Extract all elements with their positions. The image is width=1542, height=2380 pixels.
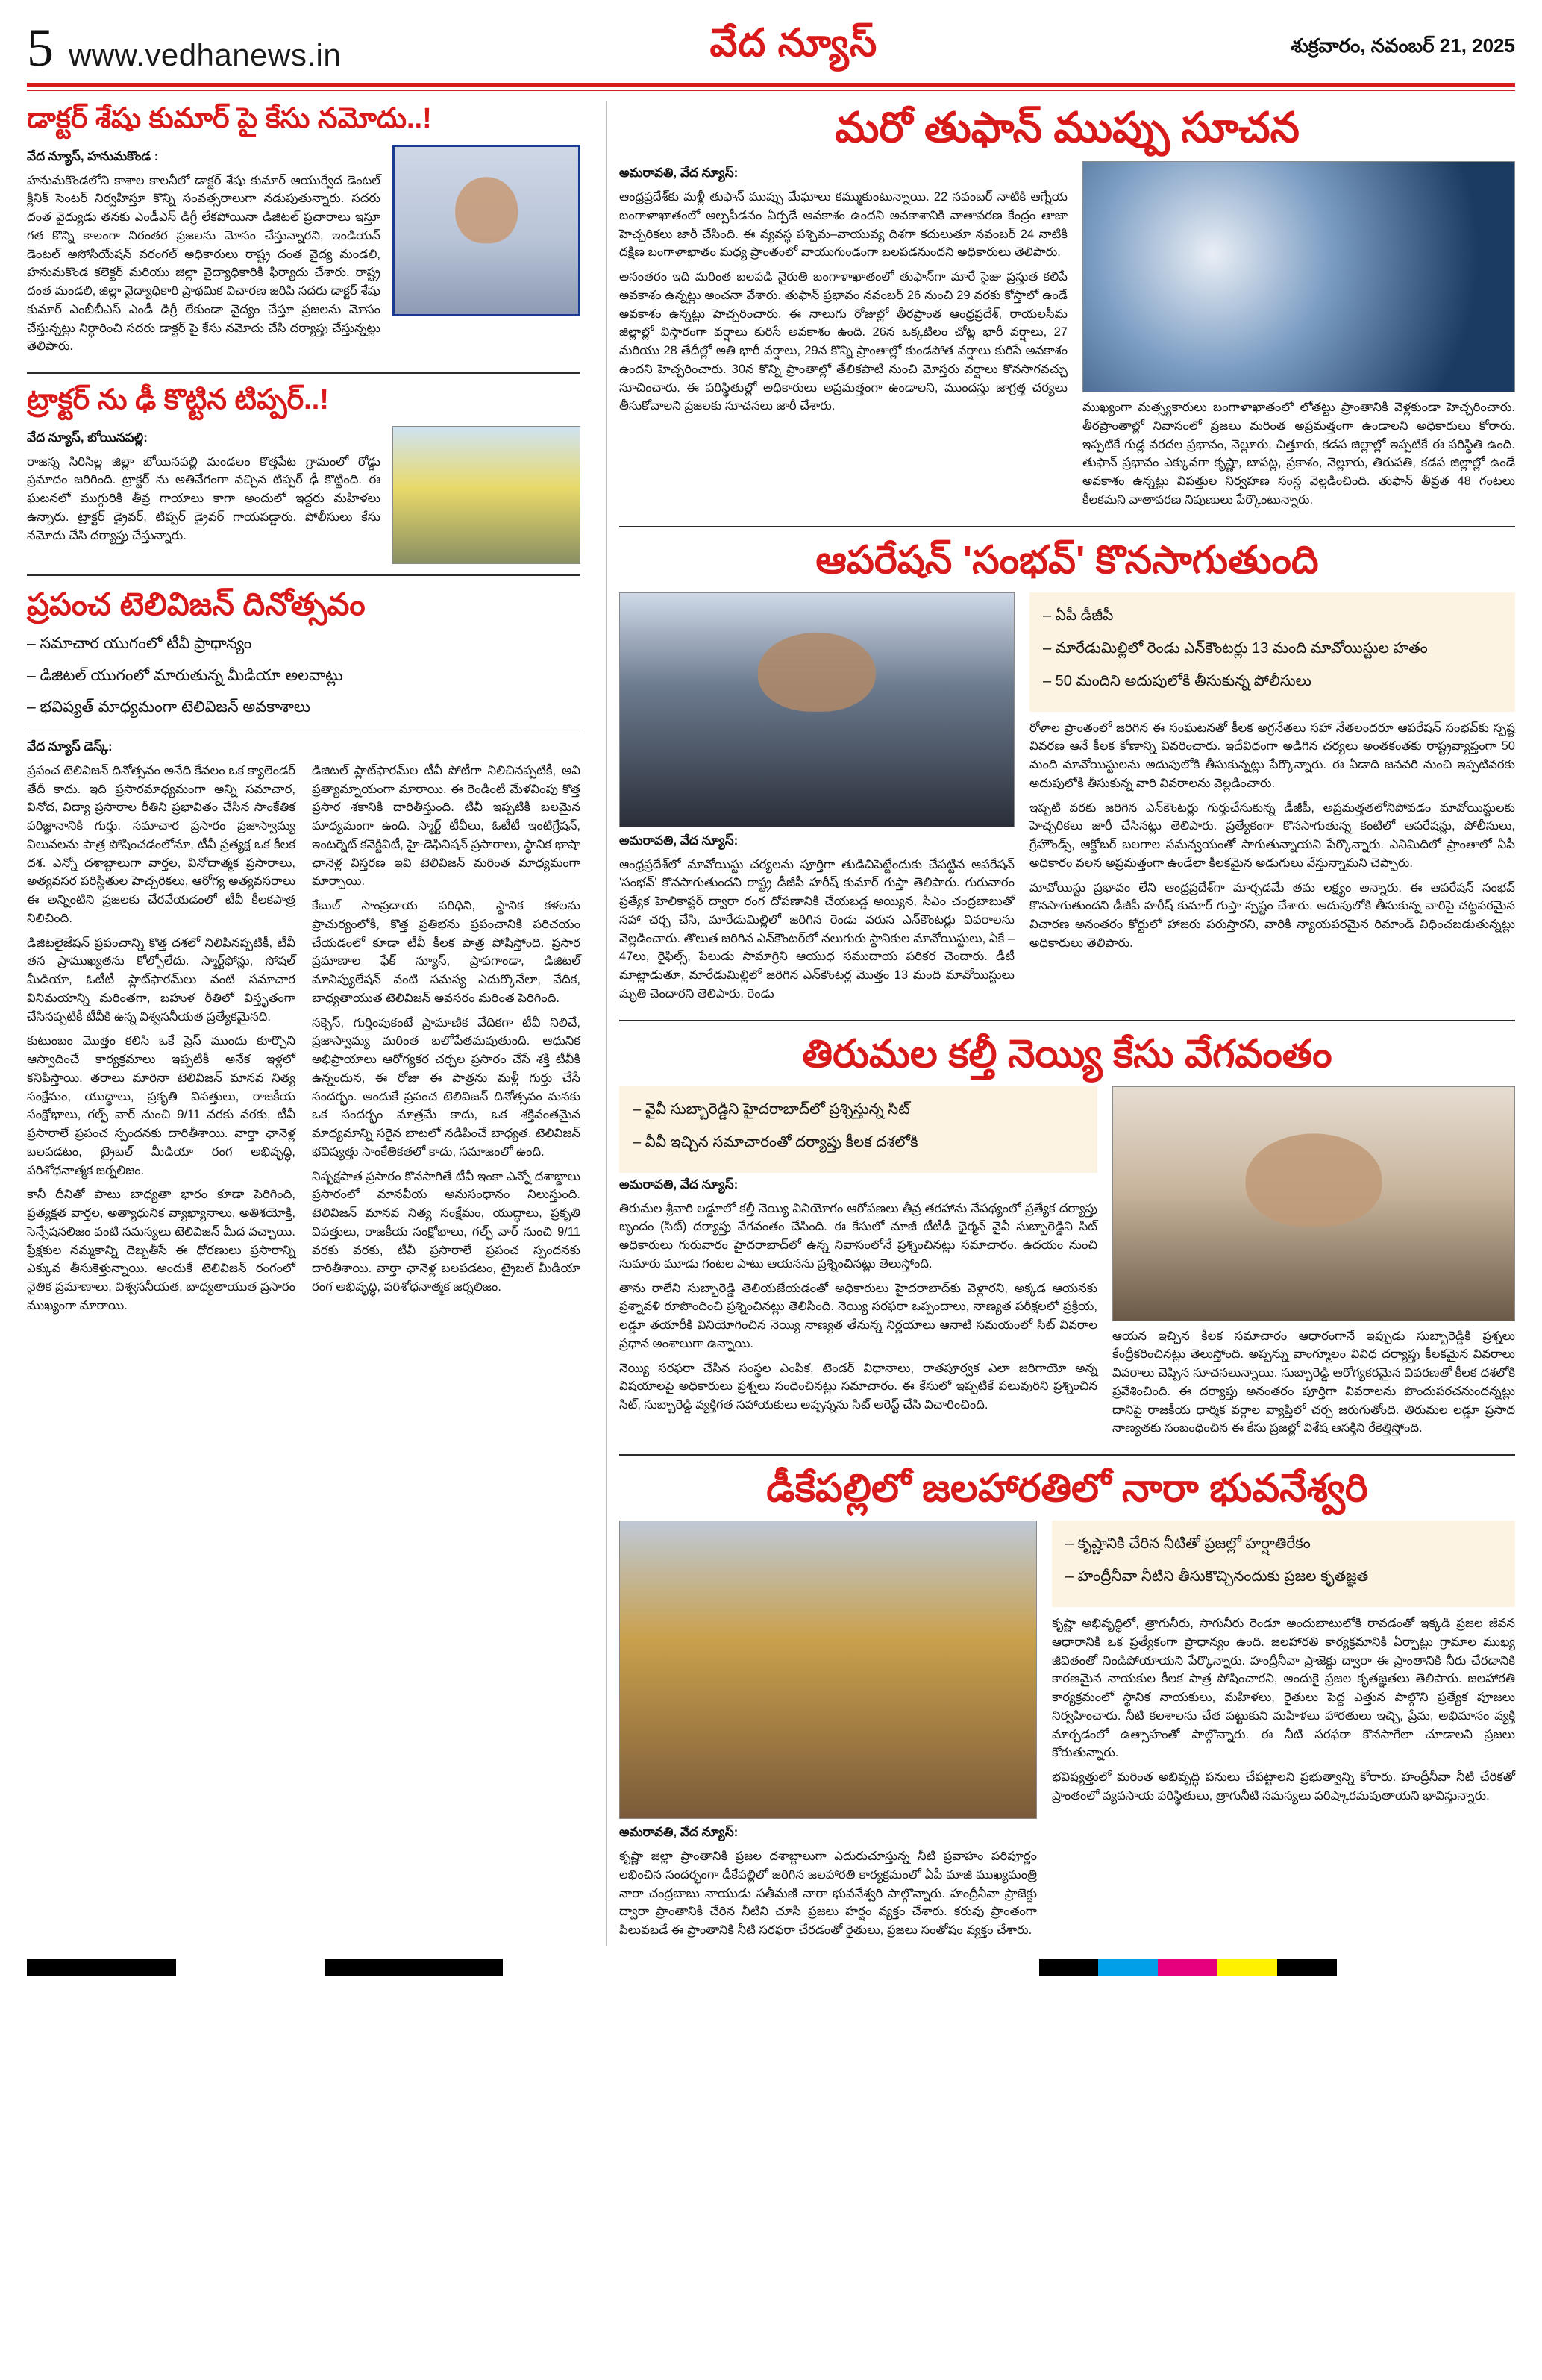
article-body: రాజన్న సిరిసిల్ల జిల్లా బోయినపల్లి మండలం కొత్తపేట గ్రామంలో రోడ్డు ప్రమాదం జరిగింది. ట్రాక్టర్ ను అతివేగంగా వచ్చిన టిప్పర్ ఢీ కొట్టింది. ఈ ఘటనలో ముగ్గురికి తీవ్ర గాయాలు కాగా అందులో ఇద్దరు మహిళలు ఉన్నారు. ట్రాక్టర్ డ్రైవర్, టిప్పర్ డ్రైవర్ గాయపడ్డారు. పోలీసులు కేసు నమోదు చేసి దర్యాప్తు చేస్తున్నారు.	[27, 454, 380, 542]
registration-color-bar	[27, 1959, 1515, 1976]
color-swatch-white-2	[503, 1959, 1038, 1976]
article-paragraph: డిజిటలైజేషన్ ప్రపంచాన్ని కొత్త దశలో నిలిపినప్పటికీ, టీవీ తన ప్రాముఖ్యతను కోల్పోలేదు. స్మార్ట్‌ఫోన్లు, సోషల్ మీడియా, ఓటీటీ ప్లాట్‌ఫారమ్‌లు వంటి సమాచార వినిమయాన్ని మరింతగా, బహుళ రీతిలో విస్తృతంగా చేసినప్పటికీ టీవీకి ఉన్న విశ్వసనీయత ప్రత్యేకమైనది.	[27, 936, 295, 1024]
color-swatch-black-2	[325, 1959, 503, 1976]
bullet-item: – కృష్ణానికి చేరిన నీటితో ప్రజల్లో హర్షాతిరేకం	[1065, 1535, 1311, 1552]
article-bullet-list	[27, 631, 580, 721]
doctor-portrait-photo	[392, 145, 580, 363]
cyclone-satellite-photo	[1082, 161, 1515, 516]
bullet-item: – వీవీ ఇచ్చిన సమాచారంతో దర్యాప్తు కీలక దశలోకి	[633, 1133, 918, 1150]
article-paragraph: భవిష్యత్తులో మరింత అభివృద్ధి పనులు చేపట్టాలని ప్రభుత్వాన్ని కోరారు. హంద్రీనీవా నీటి చేరికతో ప్రాంతంలో వ్యవసాయ పరిస్థితులు, త్రాగునీటి సమస్యలు పరిష్కారమవుతాయని భావిస్తున్నారు.	[1052, 1770, 1515, 1803]
article-bullet-list	[1029, 592, 1515, 712]
article-paragraph: డిజిటల్ ప్లాట్‌ఫారమ్‌ల టీవీ పోటీగా నిలిచినప్పటికీ, అవి ప్రత్యామ్నాయంగా మారాయి. ఈ రెండింటి మేళవింపు కొత్త ప్రసార శకానికి దారితీస్తుంది. టీవీ ఇప్పటికీ బలమైన మాధ్యమంగా ఉంది. స్మార్ట్ టీవీలు, ఓటీటీ ఇంటిగ్రేషన్, ఇంటర్నెట్ కనెక్టివిటీ, హై-డెఫినిషన్ ప్రసారాలు, స్థానిక భాషా ఛానెళ్ల విస్తరణ ఇవి టెలివిజన్ మరింత మాధ్యమంగా మార్చాయి.	[312, 763, 580, 889]
bullet-item: – 50 మందిని అదుపులోకి తీసుకున్న పోలీసులు	[1043, 672, 1311, 689]
masthead-left	[27, 17, 342, 78]
color-swatch-white-3	[1337, 1959, 1515, 1976]
color-swatch-magenta	[1158, 1959, 1217, 1976]
article-body-columns	[27, 762, 580, 1315]
bullet-item: – హంద్రీనీవా నీటిని తీసుకొచ్చినందుకు ప్రజల కృతజ్ఞత	[1065, 1568, 1369, 1585]
article-paragraph: ఆయన ఇచ్చిన కీలక సమాచారం ఆధారంగానే ఇప్పుడు సుబ్బారెడ్డికి ప్రశ్నలు కేంద్రీకరించినట్లు తెలుస్తోంది. అప్పన్ను వాంగ్మూలం వివిధ దర్యాప్తు కీలకమైన వివరాలు వివరాలు చెప్పిన సూచనలున్నాయి. సుబ్బారెడ్డి ఆరోగ్యకరమైన వివరణతో కీలక దశలోకి ప్రవేశించింది. ఈ దర్యాప్తు అనంతరం పూర్తిగా వివరాలను పొందుపరచనుందన్నట్లు దానిపై రాజకీయ ధార్మిక వర్గాల వ్యాప్తిలో చర్చ జరుగుతోంది. తిరుమల లడ్డూ ప్రసాద నాణ్యతకు సంబంధించిన ఈ కేసు ప్రజల్లో విశేష ఆసక్తిని రేకెత్తిస్తోంది.	[1112, 1329, 1515, 1435]
article-headline: డాక్టర్ శేషు కుమార్ పై కేసు నమోదు..!	[27, 103, 432, 134]
article-byline: అమరావతి, వేద న్యూస్:	[619, 166, 739, 180]
dgp-photo-caption: అమరావతి, వేద న్యూస్:	[619, 833, 739, 848]
divider	[619, 1020, 1515, 1021]
article-paragraph: కృష్ణా జిల్లా ప్రాంతానికి ప్రజల దశాబ్దాలుగా ఎదురుచూస్తున్న నీటి ప్రవాహం పరిపూర్ణం లభించిన సందర్భంగా డీకేపల్లిలో జరిగిన జలహారతి కార్యక్రమంలో ఏపీ మాజీ ముఖ్యమంత్రి నారా చంద్రబాబు నాయుడు సతీమణి నారా భువనేశ్వరి పాల్గొన్నారు. హంద్రీనీవా ప్రాజెక్టు ద్వారా ప్రాంతానికి చేరిన నీటిని చూసి ప్రజలు హర్షం వ్యక్తం చేశారు. కరువు ప్రాంతంగా పిలువబడే ఈ ప్రాంతానికి నీటి సరఫరా చేరడంతో రైతులు, ప్రజలు సంతోషం వ్యక్తం చేశారు.	[619, 1850, 1037, 1937]
truck-accident-photo	[392, 426, 580, 564]
article-cyclone-warning	[619, 101, 1515, 516]
article-world-television-day	[27, 585, 580, 1315]
article-paragraph: మావోయిస్టు ప్రభావం లేని ఆంధ్రప్రదేశ్‌గా మార్చడమే తమ లక్ష్యం అన్నారు. ఈ ఆపరేషన్ సంభవ్ కొనసాగుతుందని డీజీపీ హరీష్ కుమార్ గుప్తా స్పష్టం చేశారు. అదుపులోకి తీసుకున్న వారిపై చట్టపరమైన విచారణ అనంతరం కోర్టులో హాజరు పరుస్తారని, వారికి న్యాయపరమైన రిమాండ్ విధించబడుతున్నట్లు అధికారులు తెలిపారు.	[1029, 880, 1515, 950]
masthead-rule-top	[27, 83, 1515, 87]
publication-logo: వేద న్యూస్	[709, 22, 878, 65]
article-headline: తిరుమల కల్తీ నెయ్యి కేసు వేగవంతం	[802, 1032, 1332, 1076]
page-number: 5	[27, 17, 54, 78]
publication-date: శుక్రవారం, నవంబర్ 21, 2025	[1291, 34, 1515, 57]
bullet-item: – వైవీ సుబ్బారెడ్డిని హైదరాబాద్‌లో ప్రశ్నిస్తున్న సిట్	[633, 1100, 910, 1118]
article-paragraph: కానీ దీనితో పాటు బాధ్యతా భారం కూడా పెరిగింది, ప్రత్యక్షత వార్తల, అత్యాధునిక వ్యాఖ్యానాలు, అతిశయోక్తి, సెన్సేషనలిజం వంటి సమస్యలు టెలివిజన్ మీద వచ్చాయి. ప్రేక్షకుల నమ్మకాన్ని దెబ్బతీసే ఈ ధోరణులు ప్రసారాన్ని ఎక్కువ తీసుకెళ్తున్నాయి. అందుకే టెలివిజన్ రంగంలో నైతిక ప్రమాణాలు, విశ్వసనీయత, బాధ్యతాయుత ప్రసారం ముఖ్యంగా మారాయి.	[27, 1188, 295, 1312]
masthead-rule-bottom	[27, 90, 1515, 91]
article-bullet-list	[1052, 1521, 1515, 1607]
police-officer-dgp-photo	[619, 592, 1015, 1009]
article-paragraph: రోళాల ప్రాంతంలో జరిగిన ఈ సంఘటనతో కీలక అగ్రనేతలు సహా నేతలందరూ ఆపరేషన్ సంభవ్‌కు స్పష్ట వివరణ ఆనే కీలక కోణాన్ని వివరించారు. ఇదేవిధంగా అడిగిన చర్యలు అంతకంతకు రాష్ట్రవ్యాప్తంగా 50 మంది మావోయిస్టులను అదుపులోకి తీసుకున్నట్లు పేర్కొన్నారు. ఈ ఏడాది జనవరి నుంచి ఇప్పటివరకు అదుపులోకి తీసుకున్న వారి వివరాలను వెల్లడించారు.	[1029, 721, 1515, 790]
color-swatch-black	[27, 1959, 176, 1976]
color-swatch-black-4	[1277, 1959, 1337, 1976]
article-operation-sambhav	[619, 536, 1515, 1009]
article-paragraph: నిష్పక్షపాత ప్రసారం కొనసాగితే టీవీ ఇంకా ఎన్నో దశాబ్దాలు ప్రసారంలో మానవీయ అనుసంధానం నిలుస్తుంది. టెలివిజన్ మానవ నిత్య సంక్షేమం, యుద్ధాలు, ప్రకృతి విపత్తులు, రాజకీయ సంక్షోభాలు, గల్ఫ్ వార్ నుంచి 9/11 వరకు వరకు, టీవీ ప్రసారాలే ప్రపంచ స్పందనకు దారితీశాయి. వార్తా ఛానెళ్ల బలపడటం, ట్రైబల్ మీడియా రంగ అభివృద్ధి, పరిశోధనాత్మక జర్నలిజం.	[312, 1169, 580, 1294]
article-headline: ఆపరేషన్ 'సంభవ్' కొనసాగుతుంది	[815, 538, 1319, 582]
article-paragraph: కేబుల్ సాంప్రదాయ పరిధిని, స్థానిక కళలను ప్రాచుర్యంలోకి, కొత్త ప్రతిభను ప్రపంచానికి పరిచయం చేయడంలో కూడా టీవీ కీలక పాత్ర పోషిస్తోంది. ప్రసార ప్రమాణాల ఫేక్ న్యూస్, ప్రాపగాండా, డిజిటల్ మానిప్యులేషన్ వంటి సమస్య ఎదుర్కొనేలా, వేదిక, బాధ్యతాయుత టెలివిజన్ అవసరం మరింత పెరిగింది.	[312, 899, 580, 1005]
bullet-item: – ఏపీ డీజీపీ	[1043, 607, 1114, 624]
article-paragraph: నెయ్యి సరఫరా చేసిన సంస్థల ఎంపిక, టెండర్ విధానాలు, రాతపూర్వక ఎలా జరిగాయో అన్న విషయాలపై అధికారులు ప్రశ్నలు సంధించినట్లు సమాచారం. ఈ కేసులో ఇప్పటికే పలువురిని ప్రశ్నించిన సిట్, సుబ్బారెడ్డి వ్యక్తిగత సహాయకులు అప్పన్నను సిట్ అరెస్ట్ చేసి విచారించింది.	[619, 1361, 1097, 1412]
color-swatch-white	[176, 1959, 325, 1976]
bullet-item: – డిజిటల్ యుగంలో మారుతున్న మీడియా అలవాట్లు	[27, 666, 343, 684]
article-byline: అమరావతి, వేద న్యూస్:	[619, 1177, 739, 1191]
divider	[27, 372, 580, 374]
article-paragraph: ఆంధ్రప్రదేశ్‌లో మావోయిస్టు చర్యలను పూర్తిగా తుడిచిపెట్టేందుకు చేపట్టిన ఆపరేషన్ 'సంభవ్' కొనసాగుతుందని రాష్ట్ర డీజీపీ హరీష్ కుమార్ గుప్తా తెలిపారు. గురువారం ప్రత్యేక హెలికాప్టర్ ద్వారా రంగ దోపణానికి చేయబడ్డ అయ్యిన, సీఎం చంద్రబాబుతో సహా చర్చ చేసి, మారేడుమిల్లిలో జరిగిన రెండు వరుస ఎన్‌కౌంటర్లు వివరాలను వెల్లడించారు. తొలుత జరిగిన ఎన్‌కౌంటర్‌లో నలుగురు స్థానికుల మావోయిస్టులు, ఏకే – 47లు, రైఫిల్స్, పేలుడు సామాగ్రిని ఆయుధ సముదాయ పరికర చెందారు. డీటీ మాట్లాడుతూ, మారేడుమిల్లిలో జరిగిన ఎన్‌కౌంటర్ల మొత్తం 13 మంది మావోయిస్టులు మృతి చెందారని తెలిపారు. రెండు	[619, 857, 1015, 1000]
politician-photo-caption	[1112, 1327, 1515, 1438]
site-url[interactable]: www.vedhanews.in	[69, 37, 342, 72]
masthead	[27, 17, 1515, 83]
article-headline: ప్రపంచ టెలివిజన్ దినోత్సవం	[27, 586, 366, 621]
ceremony-crowd-photo	[619, 1521, 1037, 1946]
divider	[27, 574, 580, 576]
article-byline: వేద న్యూస్, బోయినపల్లి:	[27, 430, 148, 445]
article-bullet-list	[619, 1086, 1097, 1173]
color-swatch-black-3	[1039, 1959, 1099, 1976]
article-paragraph: తాను రాలేని సుబ్బారెడ్డి తెలియజేయడంతో అధికారులు హైదరాబాద్‌కు వెళ్లారని, అక్కడ ఆయనకు ప్రశ్నావళి రూపొందించి ప్రశ్నించినట్లు తెలిసింది. నెయ్యి సరఫరా ఒప్పందాలు, నాణ్యత పరీక్షలలో ప్రక్రియ, లడ్డూ తయారీకి వినియోగించిన నెయ్యి నాణ్యత తేనున్న నిర్ణయాలు ఆనాటి సమయంలో సిట్ వివరాల ప్రధాన అంశాలుగా ఉన్నాయి.	[619, 1281, 1097, 1350]
article-byline: అమరావతి, వేద న్యూస్:	[619, 1825, 739, 1839]
article-paragraph: కృష్ణా అభివృద్ధిలో, త్రాగునీరు, సాగునీరు రెండూ అందుబాటులోకి రావడంతో ఇక్కడి ప్రజల జీవన ఆధారానికి ఒక ప్రత్యేకంగా ప్రాధాన్యం ఉంది. జలహారతి కార్యక్రమానికి ఏర్పాట్లు గ్రామాల ముఖ్య జీవితంతో నిండిపోయాయని పేర్కొన్నారు. హంద్రీనీవా ప్రాజెక్టు ద్వారా ఈ ప్రాంతానికి నీరు చేరడానికి కారణమైన నాయకుల కీలక పాత్ర పోషించారని, అందుకై ప్రజల కృతజ్ఞతలు తెలిపారు. జలహారతి కార్యక్రమంలో స్థానిక నాయకులు, మహిళలు, రైతులు పెద్ద ఎత్తున పాల్గొని ప్రత్యేక పూజలు నిర్వహించారు. నీటి కలశాలను చేత పట్టుకుని మహిళలు హారతులు ఇచ్చి, ప్రేమ, అభిమానం వ్యక్తి మార్చడంలో ఉత్సాహంతో పాల్గొన్నారు. ఈ నీటి సరఫరా కొనసాగేలా చూడాలని ప్రజలు కోరుతున్నారు.	[1052, 1617, 1515, 1760]
article-paragraph: కుటుంబం మొత్తం కలిసి ఒకే ప్రెస్ ముందు కూర్చొని ఆస్వాదించే కార్యక్రమాలు ఇప్పటికీ అనేక ఇళ్లలో కనిపిస్తాయి. తరాలు మారినా టెలివిజన్ మానవ నిత్య సంక్షేమం, యుద్ధాలు, ప్రకృతి విపత్తులు, రాజకీయ సంక్షోభాలు, గల్ఫ్ వార్ నుంచి 9/11 వరకు వరకు, టీవీ ప్రసారాలే ప్రపంచ స్పందనకు దారితీశాయి. వార్తా ఛానెళ్ల బలపడటం, ట్రైబల్ మీడియా రంగ అభివృద్ధి, పరిశోధనాత్మక జర్నలిజం.	[27, 1034, 295, 1177]
bullet-item: – సమాచార యుగంలో టీవీ ప్రాధాన్యం	[27, 635, 252, 652]
divider	[619, 1454, 1515, 1456]
article-paragraph: ఇప్పటి వరకు జరిగిన ఎన్‌కౌంటర్లు గుర్తుచేసుకున్న డీజీపీ, అప్రమత్తతలోనిపోవడం మావోయిస్టులకు హెచ్చరికలు జారీ చేసినట్లు తెలిపారు. ప్రత్యేకంగా కొనసాగుతున్న కంటిలో ఆపరేషన్లు, పోలీసులు, గ్రేహౌండ్స్, ఆక్టోబర్ బలగాల సమన్వయంతో సాగుతున్నాయని పేర్కొన్నారు. ఎనిమిదిలో ప్రాంతాలో ఏపీ అధికారం వలన అప్రమత్తంగా ఉండేలా కీలకమైన అడుగులు వేస్తున్నామని చెప్పారు.	[1029, 801, 1515, 870]
bullet-item: – మారేడుమిల్లిలో రెండు ఎన్‌కౌంటర్లు 13 మంది మావోయిస్టుల హతం	[1043, 639, 1428, 657]
article-headline: డీకేపల్లిలో జలహారతిలో నారా భువనేశ్వరి	[766, 1467, 1368, 1510]
article-paragraph: తిరుమల శ్రీవారి లడ్డూలో కల్తీ నెయ్యి వినియోగం ఆరోపణలు తీవ్ర తరహాను నేపథ్యంలో ప్రత్యేక దర్యాప్తు బృందం (సిట్) దర్యాప్తు వేగవంతం చేసింది. ఈ కేసులో మాజీ టీటీడీ ఛైర్మన్ వైవీ సుబ్బారెడ్డిని సిట్ అధికారులు గురువారం హైదరాబాద్‌లో ఉన్న నివాసంలోనే ప్రశ్నించినట్లు సమాచారం. ఉదయం నుంచి సుమారు మూడు గంటల పాటు ఆయనను ప్రశ్నించినట్లు తెలుస్తోంది.	[619, 1201, 1097, 1271]
right-column	[619, 101, 1515, 1946]
divider	[619, 526, 1515, 527]
article-paragraph: అనంతరం ఇది మరింత బలపడి నైరుతి బంగాళాఖాతంలో తుఫాన్‌గా మారే సైజు ప్రస్తుత కలిపే అవకాశం ఉన్నట్లు అంచనా వేశారు. తుఫాన్ ప్రభావం నవంబర్ 26 నుంచి 29 వరకు కోస్తాలో ఉండే అవకాశం ఉన్నట్లు హెచ్చరించారు. ఈ నాలుగు రోజుల్లో తీరప్రాంత ఆంధ్రప్రదేశ్, రాయలసీమ జిల్లాల్లో విస్తారంగా వర్షాలు కురిసే అవకాశం ఉంది. 26న ఒక్కటిలం చోట్ల భారీ వర్షాలు, 27 మరియు 28 తేదీల్లో అతి భారీ వర్షాలు, 29న కొన్ని ప్రాంతాల్లో కుండపోత వర్షాలు కురిసే అవకాశం ఉందని హెచ్చరించారు. 30న కొన్ని ప్రాంతాల్లో తేలికపాటి నుంచి మోస్తరు వర్షాలు కొనసాగవచ్చు సూచించారు. ఈ పరిస్థితుల్లో అధికారులు అప్రమత్తంగా ఉండాలని, ముందస్తు జాగ్రత్త చర్యలు తీసుకోవాలని ప్రజలకు సూచనలు జారీ చేశారు.	[619, 270, 1068, 413]
article-tirumala-ghee-case	[619, 1030, 1515, 1444]
page-content	[27, 101, 1515, 1946]
article-doctor-case	[27, 101, 580, 362]
left-column	[27, 101, 594, 1946]
article-jalaharathi-bhuvaneswari	[619, 1465, 1515, 1946]
color-swatch-cyan	[1098, 1959, 1158, 1976]
article-paragraph: సక్సెస్, గుర్తింపుకంటే ప్రామాణిక వేదికగా టీవీ నిలిచే, ప్రజాస్వామ్య మరింత బలోపేతమవుతుంది. ఆధునిక అభిప్రాయాలు ఆరోగ్యకర చర్చల ప్రసారం చేసే శక్తి టీవీకి ఉన్నందున, ఈ రోజు ఈ పాత్రను మళ్లీ గుర్తు చేసే సందర్భం. అందుకే ప్రపంచ టెలివిజన్ దినోత్సవం మనకు ఒక సందర్భం మాత్రమే కాదు, ఒక శక్తివంతమైన మాధ్యమాన్ని సరైన బాటలో నడిపించే బాధ్యత. టెలివిజన్ భవిష్యత్తు సాంకేతికతలో కాదు, సమాజంలో ఉంది.	[312, 1015, 580, 1159]
column-divider	[606, 101, 607, 1946]
color-swatch-yellow	[1217, 1959, 1277, 1976]
article-headline: ట్రాక్టర్ ను ఢీ కొట్టిన టిప్పర్..!	[27, 384, 329, 416]
article-tipper-accident	[27, 383, 580, 564]
article-byline: వేద న్యూస్, హనుమకొండ :	[27, 148, 159, 163]
article-body: హనుమకొండలోని కాశాల కాలనీలో డాక్టర్ శేషు కుమార్ ఆయుర్వేద డెంటల్ క్లినిక్ సెంటర్ నిర్వహిస్తూ కొన్ని సంవత్సరాలుగా నడుపుతున్నారు. సదరు దంత వైద్యుడు తనకు ఎండీఎస్ డిగ్రీ లేకపోయినా డిజిటల్ ప్రచారాలు ఇస్తూ గత కొన్ని కాలంగా నిరంతర ప్రజలను మోసం చేస్తున్నారని, ఇండియన్ డెంటల్ అసోసియేషన్ వరంగల్ అధికారులు రాష్ట్ర దంత వైద్య మండలి, హనుమకొండ కలెక్టర్ మరియు జిల్లా వైద్యాధికారికి ఫిర్యాదు చేశారు. రాష్ట్ర దంత మండలి, జిల్లా వైద్యాధికారి ప్రాథమిక విచారణ జరిపి సదరు డాక్టర్ శేషు కుమార్ ఎంబీబీఎస్ ఎండీ డిగ్రీ లేకుండా వైద్యం చేస్తూ ప్రజలను మోసం చేస్తున్నట్లు నిర్ధారించి సదరు డాక్టర్ పై కేసు నమోదు చేసి దర్యాప్తు చేస్తున్నట్లు తెలిపారు.	[27, 173, 380, 354]
politician-interview-photo	[1112, 1086, 1515, 1444]
article-paragraph: ముఖ్యంగా మత్స్యకారులు బంగాళాఖాతంలో లోతట్టు ప్రాంతానికి వెళ్లకుండా హెచ్చరించారు. తీరప్రాంతాల్లో నివాసంలో ప్రజలు మరింత అప్రమత్తంగా ఉండాలని అధికారులు కోరారు. ఇప్పటికే గుడ్ల వరదల ప్రభావం, నెల్లూరు, చిత్తూరు, కడప జిల్లాల్లో ఇప్పటికే ఈ పరిస్థితి ఉంది. తుఫాన్ ప్రభావం ఎక్కువగా కృష్ణా, బాపట్ల, ప్రకాశం, నెల్లూరు, తిరుపతి, కడప జిల్లాల్లో ఉండే అవకాశం ఉన్నట్లు విపత్తుల నిర్వహణ సంస్థ వెల్లడించింది. తుఫాన్ తీవ్రత 48 గంటలు కీలకమని వాతావరణ నిపుణులు పేర్కొంటున్నారు.	[1082, 401, 1515, 507]
article-paragraph: ప్రపంచ టెలివిజన్ దినోత్సవం అనేది కేవలం ఒక క్యాలెండర్ తేదీ కాదు. ఇది ప్రసారమాధ్యమంగా అన్ని సమాచార, వినోద, విద్యా ప్రసారాల రీతిని ప్రభావితం చేసిన సాంకేతిక పరిజ్ఞానానికి గుర్తు. సమాచార ప్రసారం ప్రజాస్వామ్య విలువలను పాత్ర పోషించడంలోనూ, టీవీ ప్రత్యక్ష ఒక కీలక దశ. ఎన్నో దశాబ్దాలుగా వార్తల, వినోదాత్మక ప్రసారాలు, అత్యవసర పరిస్థితుల హెచ్చరికలు, ఆరోగ్య అత్యవసరాలు ఈ అన్నింటిని ప్రజలకు చేరవేయడంలో టీవీ కీలకపాత్ర నిలిచింది.	[27, 763, 295, 925]
article-paragraph: ఆంధ్రప్రదేశ్‌కు మళ్లీ తుఫాన్ ముప్పు మేఘాలు కమ్ముకుంటున్నాయి. 22 నవంబర్ నాటికి ఆగ్నేయ బంగాళాఖాతంలో అల్పపీడనం ఏర్పడే అవకాశం ఉందని అవకాశానికి వాతావరణ కేంద్రం తాజా హెచ్చరికలు జారీ చేసింది. ఈ వ్యవస్థ పశ్చిమ–వాయువ్య దిశగా కదులుతూ నవంబర్ 24 నాటికి దక్షిణ బంగాళాఖాతం మధ్య ప్రాంతంలో వాయుగుండంగా బలపడనుందని అధికారులు తెలిపారు.	[619, 190, 1068, 260]
bullet-item: – భవిష్యత్ మాధ్యమంగా టెలివిజన్ అవకాశాలు	[27, 698, 311, 716]
article-byline: వేద న్యూస్ డెస్క్:	[27, 739, 113, 754]
article-headline: మరో తుఫాన్ ముప్పు సూచన	[835, 104, 1300, 151]
